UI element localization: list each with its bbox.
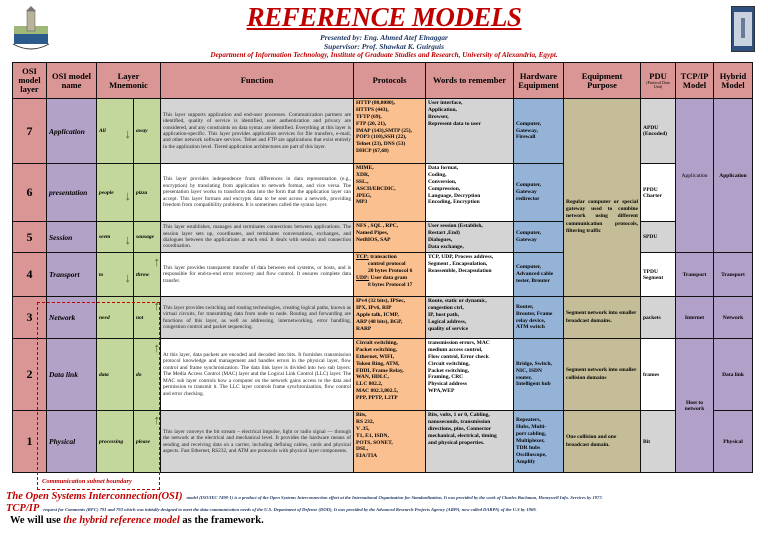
word-line: Dialogues, — [428, 236, 453, 243]
mnemonic-cell — [97, 339, 134, 411]
col-words: Words to remember — [426, 63, 514, 99]
hardware-line: Computer, — [516, 182, 542, 189]
table-row — [13, 99, 753, 164]
mnemonic-cell — [134, 253, 161, 297]
pdu-cell — [641, 253, 676, 297]
protocols-cell — [354, 297, 426, 339]
protocol-line: DSL, — [356, 446, 369, 453]
hardware-line: Brouter, Frame — [516, 310, 553, 317]
hardware-cell — [514, 297, 564, 339]
layer-number: 1 — [13, 411, 47, 473]
protocol-line: NFS , SQL , RPC, — [356, 223, 399, 229]
protocol-line: RARP — [356, 325, 372, 332]
mnemonic-word: sausage — [136, 234, 155, 240]
table-row — [13, 253, 753, 297]
layer-name: Application — [47, 99, 97, 164]
hardware-line: relay device, — [516, 317, 546, 324]
protocol-line: JPEG, — [356, 192, 372, 199]
hardware-line: Advanced cable — [516, 271, 554, 278]
purpose-physical: One collision and one broadcast domain. — [564, 411, 641, 473]
mnemonic-word: do — [136, 371, 142, 378]
mnemonic-word: away — [136, 128, 148, 134]
protocol-line: IPv4 (32 bits), IPSec, — [356, 298, 406, 304]
tcpip-application: Application — [676, 99, 714, 253]
hybrid-application: Application — [714, 99, 753, 253]
header-row — [13, 63, 753, 99]
protocol-line: LLC 802.2, — [356, 381, 383, 388]
mnemonic-word: not — [136, 314, 144, 321]
protocol-line: MAC 802.3,802.5, — [356, 388, 399, 395]
words-cell — [426, 411, 514, 473]
pdu-line: SPDU — [643, 234, 658, 240]
protocol-line: ASCII/EBCDIC, — [356, 185, 396, 192]
protocol-line: Telnet (23), DNS (53) — [356, 141, 406, 148]
tcp-detail: control protocol — [368, 260, 406, 267]
function-text: This layer establishes, manages and terminates connections between applications. The session layer sets up, coordinates, and terminates conversations, exchanges, and dialogues between the applications at each end. It deals with session and connection coordination. — [161, 222, 354, 253]
protocol-line: POP3 (110),SSH (22), — [356, 134, 407, 141]
pdu-line: TPDU — [643, 268, 658, 275]
pdu-cell — [641, 99, 676, 164]
tcp-detail: 20 bytes Protocol 6 — [368, 267, 413, 274]
supervisor-line: Supervisor: Prof. Shawkat K. Guirguis — [323, 42, 445, 51]
word-line: Application, — [428, 106, 457, 113]
pdu-cell — [641, 297, 676, 339]
protocol-line: MP3 — [356, 199, 368, 206]
pdu-cell — [641, 411, 676, 473]
word-line: nanoseconds, transmission — [428, 418, 491, 425]
layer-number: 7 — [13, 99, 47, 164]
mnemonic-word: need — [99, 314, 110, 321]
protocol-line: NetBIOS, SAP — [356, 236, 391, 243]
footer-osi-text: model (ISO/IEC 7498-1) is a product of the Open Systems Interconnection effort at the International Organization for Standardization, It was provided by the work of Charles Bachman, Honeywell Info. Services by 1977. — [186, 495, 603, 500]
word-line: Circuit switching, — [428, 360, 470, 367]
protocol-line: ARP (48 bits), BGP, — [356, 318, 403, 325]
pdu-line: (Encoded) — [643, 131, 668, 137]
arrow-down-icon: ↓ — [124, 232, 131, 248]
footer-osi-note — [6, 489, 603, 501]
protocol-line: PPP, PPTP, L2TP — [356, 395, 398, 401]
pdu-label: PDU — [649, 70, 667, 81]
word-line: IP, host path, — [428, 311, 459, 318]
mnemonic-word: to — [99, 271, 104, 278]
footer-osi-heading: The Open Systems Interconnection(OSI) — [6, 491, 183, 502]
hardware-line: Gateway — [516, 189, 537, 196]
hardware-cell — [514, 164, 564, 222]
mnemonic-cell — [134, 222, 161, 253]
protocol-line: T1, E1, ISDN, — [356, 432, 389, 439]
col-osi-name: OSI model name — [47, 63, 97, 99]
table-row — [13, 411, 753, 473]
arrow-up-icon: ↑ — [153, 412, 160, 427]
protocols-cell — [354, 222, 426, 253]
layer-name: Session — [47, 222, 97, 253]
protocol-line: FDDI, Frame Relay, — [356, 367, 404, 374]
word-line: Language, Decryption — [428, 192, 481, 199]
tcpip-host-to-network: Host to network — [676, 339, 714, 473]
mnemonic-cell — [134, 99, 161, 164]
word-line: transmission errors, MAC — [428, 340, 490, 346]
col-mnemonic: Layer Mnemonic — [97, 63, 161, 99]
arrow-down-icon: ↓ — [124, 269, 131, 285]
tcpip-internet: Internet — [676, 297, 714, 339]
protocols-cell — [354, 411, 426, 473]
table-row — [13, 164, 753, 222]
pdu-line: Segment — [643, 274, 664, 281]
hardware-line: redirector — [516, 195, 540, 202]
col-osi-layer: OSI model layer — [13, 63, 47, 99]
hardware-line: Firewall — [516, 134, 536, 141]
purpose-upper-layers: Regular computer or special gateway used to combine network using different communication protocols, filtering traffic — [564, 99, 641, 297]
tcp-desc: transaction — [370, 254, 397, 260]
protocol-line: Token Ring, ATM, — [356, 360, 400, 367]
hardware-line: Amplify — [516, 458, 536, 465]
hardware-line: Multiplexer, — [516, 438, 545, 445]
protocol-line: Apple talk, ICMP, — [356, 311, 399, 318]
protocols-cell — [354, 164, 426, 222]
pdu-cell — [641, 164, 676, 222]
hardware-line: Oscilloscope, — [516, 451, 547, 458]
words-cell — [426, 99, 514, 164]
hardware-line: Bridge, Switch, — [516, 360, 552, 367]
arrow-down-icon: ↓ — [124, 187, 131, 203]
udp-line — [356, 275, 423, 282]
hardware-line: TDR hubs — [516, 444, 541, 451]
mnemonic-word: data — [99, 371, 109, 378]
words-cell — [426, 222, 514, 253]
protocol-line: EIA/TIA — [356, 453, 378, 460]
pdu-cell — [641, 222, 676, 253]
protocol-line: WAN, HDLC, — [356, 374, 389, 381]
word-line: Data format, — [428, 165, 459, 171]
word-line: Data exchange, — [428, 243, 464, 250]
word-line: Restart ,End) — [428, 229, 460, 236]
tcpip-transport: Transport — [676, 253, 714, 297]
hybrid-transport: Transport — [714, 253, 753, 297]
col-tcpip: TCP/IP Model — [676, 63, 714, 99]
hardware-line: NIC, ISDN — [516, 367, 542, 374]
hardware-cell — [514, 222, 564, 253]
word-line: User session (Establish, — [428, 223, 483, 229]
layer-name: presentation — [47, 164, 97, 222]
layer-number: 5 — [13, 222, 47, 253]
protocol-line: TFTP (69), — [356, 113, 382, 120]
function-text: This layer provides independence from differences in data representation (e.g., encryption) by translating from application to network format, and vice versa. The presentation layer works to transform data into the form that the application layer can accept. This layer formats and encrypts data to be sent across a network, providing freedom from compatibility problems. It is sometimes called the syntax layer. — [161, 164, 354, 222]
udp-label: UDP: — [356, 274, 370, 281]
col-protocols: Protocols — [354, 63, 426, 99]
hardware-line: Computer, — [516, 230, 542, 237]
col-function: Function — [161, 63, 354, 99]
layer-number: 2 — [13, 339, 47, 411]
word-line: mechanical, electrical, timing — [428, 432, 497, 439]
mnemonic-word: pizza — [136, 189, 148, 196]
hardware-line: Gateway — [516, 237, 537, 243]
function-text: This layer conveys the bit stream – electrical impulse, light or radio signal — through the network at the electrical and mechanical level. It provides the hardware means of sending and receiving data on a carrier, including defining cables, cards and physical aspects. Fast Ethernet, RS232, and ATM are protocols with physical layer components. — [161, 411, 354, 473]
protocols-cell — [354, 253, 426, 297]
hardware-cell — [514, 411, 564, 473]
hybrid-physical: Physical — [714, 411, 753, 473]
arrow-down-icon: ↓ — [124, 126, 131, 142]
hardware-line: Intelligent hub — [516, 381, 551, 388]
word-line: Flow control, Error check — [428, 353, 489, 360]
arrow-up-icon: ↑ — [153, 298, 160, 313]
protocol-line: SSL., — [356, 178, 369, 185]
mnemonic-word: processing — [99, 438, 124, 445]
mnemonic-cell — [97, 164, 134, 222]
function-text: At this layer, data packets are encoded and decoded into bits. It furnishes transmission protocol knowledge and management and handles errors in the physical layer, flow control and frame synchronization. The data link layer is divided into two sub layers: The Media Access Control (MAC) layer and the Logical Link Control (LLC) layer. The MAC sub layer controls how a computer on the network gains access to the data and permission to transmit it. The LLC layer controls frame synchronization, flow control and error checking. — [161, 339, 354, 411]
layer-number: 3 — [13, 297, 47, 339]
hardware-line: ATM switch — [516, 324, 545, 331]
word-line: and physical properties. — [428, 439, 485, 446]
hardware-line: Repeaters, — [516, 417, 541, 424]
layer-name: Network — [47, 297, 97, 339]
layer-name: Physical — [47, 411, 97, 473]
pdu-line: Bit — [643, 438, 651, 445]
col-hardware: Hardware Equipment — [514, 63, 564, 99]
function-text: This layer supports application and end-user processes. Communication partners are identified, quality of service is identified, user authentication and privacy are considered, and any constraints on data syntax are identified. Everything at this layer is application-specific. This layer provides application services for file transfers, e-mail, and other network software services. Telnet and FTP are applications that exist entirely in the application level. Tiered application architectures are part of this layer. — [161, 99, 354, 164]
words-cell — [426, 339, 514, 411]
protocol-line: XDR, — [356, 171, 370, 178]
word-line: directions, pins, Connector — [428, 425, 492, 432]
footer-tcpip-text: request for Comments (RFC) 791 and 793 which was initially designed to meet the data communication needs of the U.S. Department of Defense (DOD), It was provided by the Advanced Research Projects Agency (ARPA, now called DARPA) of the U.S by 1969. — [43, 507, 537, 512]
word-line: Reassemble, Decapsulation — [428, 267, 492, 274]
hardware-cell — [514, 339, 564, 411]
hardware-line: port cabling, — [516, 431, 546, 438]
word-line: Framing, CRC — [428, 374, 464, 381]
hybrid-network: Network — [714, 297, 753, 339]
layer-name: Transport — [47, 253, 97, 297]
footer-framework-line — [10, 515, 264, 527]
word-line: Represent data to user — [428, 120, 481, 127]
word-line: Encoding, Encryption — [428, 199, 480, 206]
framework-text-c: as the framework. — [182, 515, 264, 526]
protocol-line: Packet switching, — [356, 346, 397, 353]
mnemonic-cell — [134, 411, 161, 473]
protocol-line: POTS, SONET, — [356, 439, 393, 446]
mnemonic-word: seem — [99, 234, 111, 240]
mnemonic-word: All — [99, 128, 106, 134]
word-line: TCP, UDP, Process address, — [428, 254, 494, 260]
col-purpose: Equipment Purpose — [564, 63, 641, 99]
mnemonic-cell — [134, 297, 161, 339]
mnemonic-cell — [97, 411, 134, 473]
purpose-datalink: Segment network into smaller collision domains — [564, 339, 641, 411]
word-line: Bits, volts, 1 or 0, Cabling, — [428, 412, 490, 418]
hardware-cell — [514, 253, 564, 297]
word-line: Route, static or dynamic, — [428, 298, 487, 304]
mnemonic-word: people — [99, 189, 114, 196]
hardware-line: tester, Brouter — [516, 277, 550, 284]
reference-models-table — [12, 62, 753, 473]
protocol-line: MIME, — [356, 165, 374, 171]
layer-number: 6 — [13, 164, 47, 222]
words-cell — [426, 253, 514, 297]
function-text: This layer provides switching and routing technologies, creating logical paths, known as virtual circuits, for transmitting data from node to node. Routing and forwarding are functions of this layer, as well as addressing, internetworking, error handling, congestion control and packet sequencing. — [161, 297, 354, 339]
pdu-line: packets — [643, 314, 661, 321]
pdu-note: (Protocol Data Unit) — [646, 79, 670, 89]
protocol-line: Circuit switching, — [356, 340, 398, 346]
layer-number: 4 — [13, 253, 47, 297]
pdu-line: PPDU — [643, 186, 658, 193]
word-line: quality of service — [428, 325, 469, 332]
pdu-line: Charter — [643, 192, 662, 199]
function-text: This layer provides transparent transfer of data between end systems, or hosts, and is responsible for end-to-end error recovery and flow control. It ensures complete data transfer. — [161, 253, 354, 297]
mnemonic-word: throw — [136, 271, 150, 278]
layer-name: Data link — [47, 339, 97, 411]
protocol-line: HTTPS (443), — [356, 106, 389, 113]
page-title: REFERENCE MODELS — [246, 2, 522, 32]
col-pdu — [641, 63, 676, 99]
arrow-up-icon: ↑ — [153, 254, 160, 269]
protocol-line: RS 232, — [356, 418, 375, 425]
mnemonic-cell — [97, 222, 134, 253]
hardware-line: router, — [516, 374, 532, 381]
footer-tcpip-heading: TCP/IP — [6, 503, 40, 514]
footer-tcpip-note — [6, 501, 537, 513]
pdu-cell — [641, 339, 676, 411]
word-line: WPA,WEP — [428, 388, 455, 395]
word-line: congestion ctrl, — [428, 304, 464, 311]
subnet-boundary-label: Communication subnet boundary — [42, 478, 132, 485]
word-line: Packet switching, — [428, 367, 469, 374]
protocols-cell — [354, 99, 426, 164]
word-line: Segment , Encapsulation, — [428, 260, 488, 267]
word-line: User interface, — [428, 100, 463, 106]
protocol-line: Named Pipes, — [356, 229, 389, 236]
words-cell — [426, 164, 514, 222]
protocols-cell — [354, 339, 426, 411]
word-line: Logical address, — [428, 318, 467, 325]
udp-detail: 8 bytes Protocol 17 — [368, 281, 413, 288]
hardware-cell — [514, 99, 564, 164]
mnemonic-word: please — [136, 438, 151, 445]
word-line: Physical address — [428, 381, 467, 388]
arrow-up-icon: ↑ — [153, 340, 160, 355]
tcp-label: TCP: — [356, 254, 369, 260]
protocol-line: Bits, — [356, 412, 367, 418]
tcp-line — [356, 254, 423, 261]
framework-text-b: the hybrid reference model — [63, 515, 180, 526]
protocol-line: IPX, IPv6, RIP — [356, 304, 392, 311]
protocol-line: DHCP (67,68) — [356, 148, 389, 155]
mnemonic-cell — [134, 339, 161, 411]
protocol-line: V .35, — [356, 425, 370, 432]
word-line: Browser, — [428, 113, 449, 120]
framework-text-a: We will use — [10, 515, 61, 526]
protocol-line: Ethernet, WIFI, — [356, 353, 394, 360]
hardware-line: Gateway, — [516, 127, 538, 134]
hardware-line: Router, — [516, 303, 534, 310]
presenter-line: Presented by: Eng. Ahmed Atef Elnaggar — [320, 33, 448, 42]
mnemonic-cell — [97, 253, 134, 297]
hardware-line: Hubs, Multi- — [516, 424, 547, 431]
pdu-line: frames — [643, 371, 660, 378]
table-row — [13, 297, 753, 339]
word-line: Compression, — [428, 185, 461, 192]
protocol-line: IMAP (143),SMTP (25), — [356, 127, 412, 134]
col-hybrid: Hybrid Model — [714, 63, 753, 99]
hardware-line: Computer, — [516, 264, 542, 271]
purpose-network: Segment network into smaller broadcast domains. — [564, 297, 641, 339]
word-line: Coding, — [428, 171, 447, 178]
hardware-line: Computer, — [516, 120, 542, 127]
table-row — [13, 339, 753, 411]
mnemonic-cell — [134, 164, 161, 222]
mnemonic-cell — [97, 297, 134, 339]
udp-desc: User data gram — [370, 274, 408, 281]
protocol-line: FTP (20, 21), — [356, 120, 387, 127]
words-cell — [426, 297, 514, 339]
word-line: medium access control, — [428, 346, 483, 353]
department-line: Department of Information Technology, Institute of Graduate Studies and Research, University of Alexandria, Egypt. — [210, 51, 558, 59]
word-line: Conversion, — [428, 178, 457, 185]
table-row — [13, 222, 753, 253]
hybrid-datalink: Data link — [714, 339, 753, 411]
protocol-line: HTTP (80,8080), — [356, 100, 395, 106]
mnemonic-cell — [97, 99, 134, 164]
pdu-line: APDU — [643, 125, 659, 131]
